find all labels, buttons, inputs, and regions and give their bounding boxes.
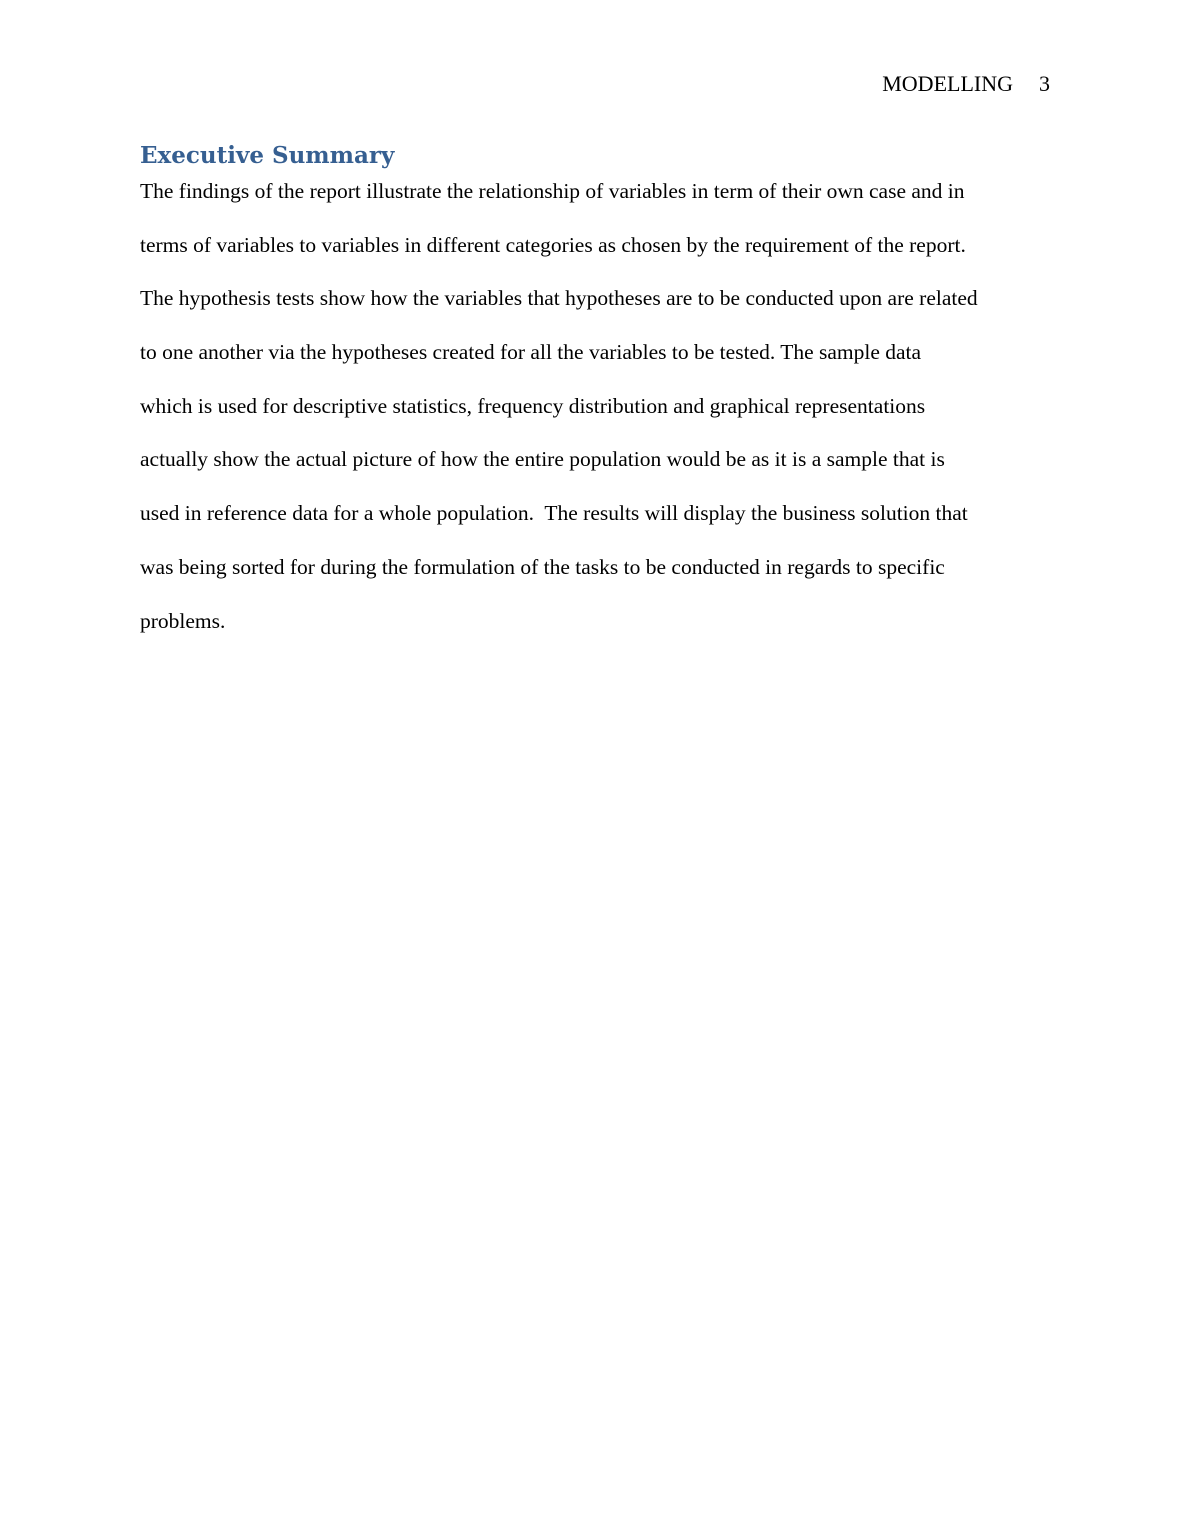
summary-paragraph (140, 177, 1060, 660)
paragraph-line: terms of variables to variables in different categories as chosen by the requirement of the report. (140, 232, 966, 257)
section-heading: Executive Summary (140, 142, 395, 169)
page-number: 3 (1039, 71, 1050, 96)
paragraph-line: used in reference data for a whole population. The results will display the business solution that (140, 501, 968, 526)
paragraph-line: actually show the actual picture of how the entire population would be as it is a sample that is (140, 447, 945, 472)
paragraph-line: problems. (140, 608, 226, 633)
running-title: MODELLING (882, 71, 1013, 96)
paragraph-line: which is used for descriptive statistics, frequency distribution and graphical representations (140, 393, 926, 418)
paragraph-line: to one another via the hypotheses created for all the variables to be tested. The sample data (140, 340, 922, 365)
paragraph-line: was being sorted for during the formulation of the tasks to be conducted in regards to specific (140, 554, 945, 579)
paragraph-line: The hypothesis tests show how the variables that hypotheses are to be conducted upon are related (140, 286, 978, 311)
paragraph-line: The findings of the report illustrate the relationship of variables in term of their own case and in (140, 179, 965, 203)
running-header (882, 70, 1050, 98)
